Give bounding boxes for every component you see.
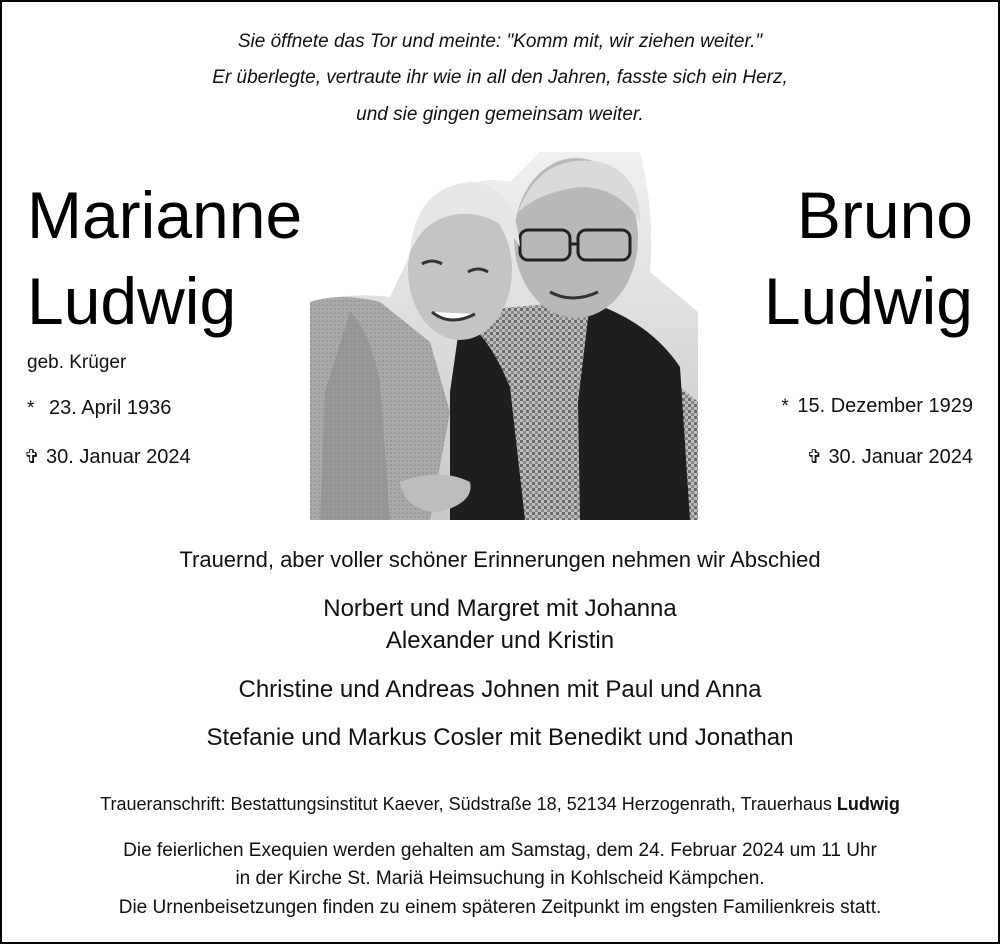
birth-star-icon: * <box>781 396 789 417</box>
poem-line-3: und sie gingen gemeinsam weiter. <box>356 104 644 125</box>
address-bold-name: Ludwig <box>836 794 900 814</box>
birth-star-icon: * <box>27 398 35 419</box>
left-maiden-name: geb. Krüger <box>27 352 127 373</box>
left-death-date: 30. Januar 2024 <box>46 446 191 468</box>
service-line-2: in der Kirche St. Mariä Heimsuchung in Kohlscheid Kämpchen. <box>235 868 765 889</box>
left-birth-date: 23. April 1936 <box>49 397 172 419</box>
poem-line-2: Er überlegte, vertraute ihr wie in all den Jahren, fasste sich ein Herz, <box>212 67 788 88</box>
left-death <box>24 446 191 469</box>
right-last-name: Ludwig <box>763 264 973 338</box>
right-death <box>806 446 973 469</box>
poem-line-1: Sie öffnete das Tor und meinte: "Komm mit, wir ziehen weiter." <box>237 31 763 52</box>
right-death-date: 30. Januar 2024 <box>828 446 973 468</box>
mourner-line-3: Christine und Andreas Johnen mit Paul und Anna <box>238 676 762 703</box>
mourner-line-4: Stefanie und Markus Cosler mit Benedikt und Jonathan <box>206 724 794 751</box>
right-first-name: Bruno <box>796 178 973 252</box>
right-birth <box>781 395 973 418</box>
left-last-name: Ludwig <box>27 264 237 338</box>
service-line-1: Die feierlichen Exequien werden gehalten am Samstag, dem 24. Februar 2024 um 11 Uhr <box>123 840 877 861</box>
service-line-3: Die Urnenbeisetzungen finden zu einem späteren Zeitpunkt im engsten Familienkreis statt. <box>118 897 882 918</box>
address-line <box>2 794 998 815</box>
farewell-line: Trauernd, aber voller schöner Erinnerungen nehmen wir Abschied <box>179 547 821 572</box>
death-cross-icon: ✞ <box>24 447 40 468</box>
mourner-line-2: Alexander und Kristin <box>385 627 615 654</box>
right-birth-date: 15. Dezember 1929 <box>797 395 973 417</box>
couple-photo <box>310 152 698 520</box>
mourner-line-1: Norbert und Margret mit Johanna <box>323 595 677 622</box>
left-birth <box>27 397 171 420</box>
left-first-name: Marianne <box>27 178 303 252</box>
address-text: Traueranschrift: Bestattungsinstitut Kaever, Südstraße 18, 52134 Herzogenrath, Trauerhaus <box>100 794 837 814</box>
death-cross-icon: ✞ <box>806 447 823 468</box>
